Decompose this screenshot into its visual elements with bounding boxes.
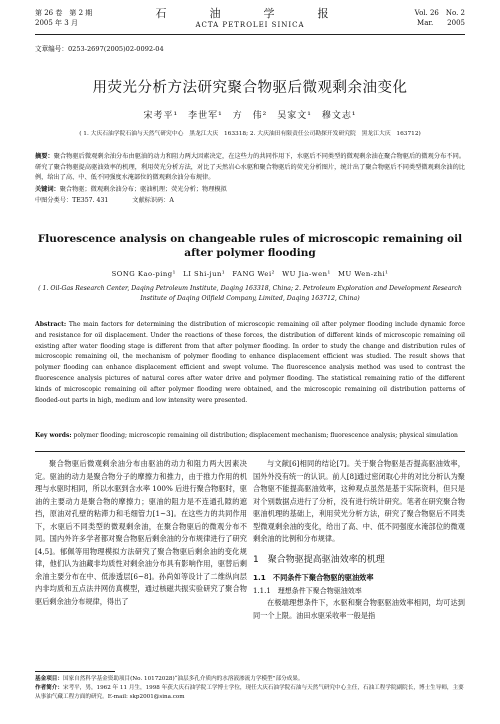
body-left-column	[35, 458, 247, 608]
article-number: 文章编号：0253-2697(2005)02-0092-04	[35, 45, 164, 53]
keywords-en-label: Key words:	[35, 432, 72, 439]
abstract-cn	[35, 152, 465, 184]
volume-issue-en: Vol. 26 No. 2	[414, 9, 465, 17]
affiliation-en: ( 1. Oil-Gas Research Center, Daqing Petroleum Institute, Daqing 163318, China; 2. Petroleum Exploration and Development Research Institute of Daqing Oilfield Company, Limited, Daqing 163712, China)	[38, 285, 462, 302]
intro-paragraph-continued: 与文献[6]相同的结论[7]。关于聚合物驱是否提高驱油效率，国外外没有统一的认识。前人[8]通过密闭取心井的对比分析认为聚合物驱不能提高驱油效率，这种观点虽然是基于实际资料，但只是对个别数据点进行了分析，没有进行统计研究。笔者在研究聚合物驱油机理的基础上，利用荧光分析方法，研究了聚合物驱后不同类型微观剩余油的变化，给出了高、中、低不同强度水淹部位的微观剩余油的比例和分布规律。	[253, 459, 465, 543]
section-1-1-1-text: 在极端理想条件下，水驱和聚合物驱驱油效率相同，均可达到同一个上限。油田水驱采收率一般是指	[253, 598, 465, 620]
abstract-cn-text: 聚合物驱后微观剩余油分布由驱油的动力和阻力两大因素决定，在这些力的共同作用下，水驱后不同类型的微观剩余油在聚合物驱后的微观分布不同。研究了聚合物驱提高驱油效率的机理，利用荧光分析方法，对比了天然岩心水驱和聚合物驱后的荧光分析图片，统计出了聚合物驱后不同类型微观剩余油的比例，给出了高、中、低不同强度水淹部位的微观剩余油分布规律。	[35, 153, 466, 181]
author-bio-label: 作者简介：	[35, 685, 63, 691]
header-center	[35, 7, 465, 30]
abstract-en-label: Abstract:	[35, 321, 67, 328]
section-1-1-heading: 1.1 不同条件下聚合物驱的驱油效率	[253, 573, 374, 582]
author-bio-text: 宋考平，男，1962 年 11 月生，1998 年获大庆石油学院工学博士学位，现任大庆石油学院石油与天然气研究中心主任，石油工程学院副院长，博士生导师，主要从事油气藏工程方面的研究。E-mail: skp2001@sina.com	[35, 685, 464, 700]
authors-en: SONG Kao-ping¹ LI Shi-jun¹ FANG Wei² WU Jia-wen¹ MU Wen-zhi¹	[111, 270, 389, 278]
keywords-cn-label: 关键词：	[35, 186, 60, 193]
keywords-cn-text: 聚合物驱；微观剩余油分布；驱油机理；荧光分析；物理模拟	[59, 186, 227, 193]
keywords-en-text: polymer flooding; microscopic remaining oil distribution; displacement mechanism; fluorescence analysis; physical simulation	[73, 432, 458, 439]
running-header	[35, 8, 465, 32]
abstract-en-text: The main factors for determining the distribution of microscopic remaining oil after polymer flooding include dynamic force and resistance for oil displacement. Under the reactions of these forces, the distribution of different kinds of microscopic remaining oil existing after water flooding stage is different from that after polymer flooding. In order to study the change and distribution rules of microscopic remaining oil, the mechanism of polymer flooding to enhance displacement efficient was studied. The result shows that polymer flooding can enhance displacement efficient and swept volume. The fluorescence analysis method was used to contrast the fluorescence analysis pictures of natural cores after water drive and polymer flooding. The statistical remaining ratio of the different kinds of microscopic remaining oil after polymer flooding were obtained, and the microscopic remaining oil distribution patterns of flooded-out parts in high, medium and low intensity were presented.	[35, 321, 465, 404]
fund-text: 国家自然科学基金资助项目(No. 10172028)“油层多孔介质内的水溶液渗流力学模型”部分成果。	[62, 676, 304, 682]
intro-paragraph: 聚合物驱后微观剩余油分布由驱油的动力和阻力两大因素决定。驱油的动力是聚合物分子的摩擦力和推力，由于推力作用的机理与水驱时相同，所以水驱到含水率 100% 后进行聚合物驱时，驱油的主要动力是聚合物的摩擦力；驱油的阻力是不连通孔隙的遮挡，原油对孔壁的粘滞力和毛细管力[1~3]。在这些力的共同作用下，水驱后不同类型的微观剩余油，在聚合物驱后的微观分布不同。国内外许多学者都对聚合物驱后剩余油的分布规律进行了研究[4,5]。郁佩等用物理模拟方法研究了聚合物驱后剩余油的变化规律，他们认为油藏非均质性对剩余油分布具有影响作用，驱替后剩余油主要分布在中、低渗透层[6~8]。孙尚如等设计了二维纵向层内非均质和五点法井网仿真模型，通过核磁共振实验研究了聚合物驱后剩余油分布规律，得出了	[35, 459, 247, 606]
body-right-column	[253, 458, 465, 622]
title-en: Fluorescence analysis on changeable rules of microscopic remaining oil after polymer flooding	[37, 233, 463, 259]
footnote-rule	[35, 671, 115, 672]
classification-cn	[35, 195, 465, 204]
publish-date-en: Mar. 2005	[417, 19, 465, 27]
affiliation-cn: ( 1. 大庆石油学院石油与天然气研究中心 黑龙江大庆 163318; 2. 大庆油田有限责任公司勘探开发研究院 黑龙江大庆 163712)	[79, 131, 421, 137]
abstract-cn-label: 摘要：	[35, 153, 54, 160]
keywords-en	[35, 432, 465, 439]
journal-name-cn: 石 油 学 报	[155, 7, 345, 20]
authors-cn: 宋考平¹ 李世军¹ 方 伟² 吴家文¹ 穆文志¹	[143, 111, 357, 121]
clc-number: 中图分类号：TE357. 431	[35, 197, 109, 204]
abstract-en	[35, 320, 465, 406]
keywords-cn	[35, 184, 465, 193]
volume-issue: 第 26 卷 第 2 期	[35, 9, 93, 17]
author-note	[35, 684, 465, 702]
title-cn: 用荧光分析方法研究聚合物驱后微观剩余油变化	[92, 80, 408, 96]
header-right	[415, 8, 465, 28]
abstract-rule	[35, 451, 465, 452]
fund-note	[35, 675, 465, 684]
section-1-heading: 1 聚合物驱提高驱油效率的机理	[253, 554, 385, 565]
journal-name-en: ACTA PETROLEI SINICA	[195, 21, 305, 29]
document-code: 文献标识码：A	[132, 197, 174, 204]
fund-label: 基金项目：	[35, 676, 63, 682]
header-rule	[35, 34, 465, 35]
footnote	[35, 675, 465, 702]
section-1-1-1-heading: 1.1.1 理想条件下聚合物驱油效率	[253, 586, 362, 595]
publish-date-cn: 2005 年 3 月	[35, 19, 78, 27]
